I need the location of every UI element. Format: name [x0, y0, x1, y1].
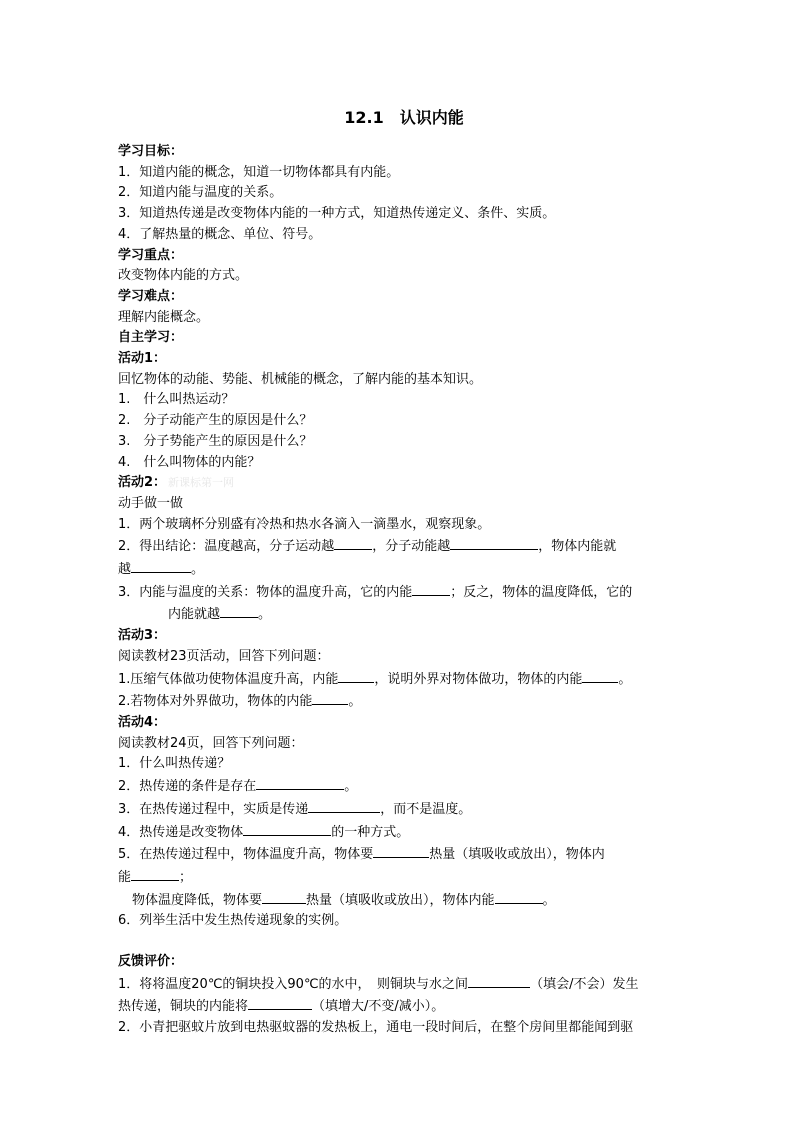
text-span: 。 [344, 779, 358, 795]
answer-blank[interactable] [256, 775, 344, 790]
activity1-heading: 活动1： [118, 351, 167, 367]
activity1-item: 3. 分子势能产生的原因是什么？ [118, 433, 313, 449]
activity3-item2 [118, 690, 678, 713]
activity1-intro: 回忆物体的动能、势能、机械能的概念，了解内能的基本知识。 [118, 371, 483, 387]
answer-blank[interactable] [373, 843, 429, 858]
text-span: ，分子动能越 [372, 539, 451, 555]
text-span: ，而不是温度。 [380, 801, 472, 817]
activity2-item2-cont [118, 558, 678, 581]
activity3-intro: 阅读教材23页活动，回答下列问题： [118, 648, 330, 664]
text-span: ，物体内能就 [538, 539, 617, 555]
spacer [118, 932, 678, 952]
goal-item: 4．了解热量的概念、单位、符号。 [118, 226, 322, 242]
worksheet-page [118, 106, 678, 1039]
activity1-item: 1. 什么叫热运动？ [118, 392, 235, 408]
answer-blank[interactable] [334, 535, 372, 550]
answer-blank[interactable] [131, 558, 191, 573]
activity4-item4 [118, 821, 678, 844]
activity2-item1: 1．两个玻璃杯分别盛有冷热和热水各滴入一滴墨水，观察现象。 [118, 516, 491, 532]
answer-blank[interactable] [338, 668, 374, 683]
activity2-item2 [118, 535, 678, 558]
text-span: 热传递，铜块的内能将 [118, 999, 249, 1015]
text-span: （填增大/不变/减小）。 [312, 999, 445, 1015]
answer-blank[interactable] [495, 889, 543, 904]
activity4-item5-cont [118, 866, 678, 889]
text-span: ； [179, 869, 193, 885]
answer-blank[interactable] [450, 535, 538, 550]
text-span: 5．在热传递过程中，物体温度升高，物体要 [118, 847, 374, 863]
text-span: （填会/不会）发生 [530, 976, 639, 992]
goal-item: 1．知道内能的概念，知道一切物体都具有内能。 [118, 164, 400, 180]
activity2-item3-cont [118, 603, 678, 626]
text-span: 2．得出结论：温度越高，分子运动越 [118, 539, 335, 555]
activity4-item1: 1．什么叫热传递？ [118, 756, 231, 772]
feedback-q2: 2．小青把驱蚊片放到电热驱蚊器的发热板上，通电一段时间后，在整个房间里都能闻到驱 [118, 1020, 634, 1036]
answer-blank[interactable] [582, 668, 618, 683]
goal-item: 3．知道热传递是改变物体内能的一种方式，知道热传递定义、条件、实质。 [118, 206, 556, 222]
activity4-item5-line3 [118, 889, 678, 912]
activity4-item5 [118, 843, 678, 866]
text-span: 的一种方式。 [331, 824, 410, 840]
answer-blank[interactable] [468, 973, 530, 988]
feedback-q1-cont [118, 995, 678, 1018]
activity2-item3 [118, 581, 678, 604]
text-span: 4．热传递是改变物体 [118, 824, 244, 840]
key-text: 改变物体内能的方式。 [118, 268, 249, 284]
text-span: ，说明外界对物体做功，物体的内能 [374, 671, 583, 687]
text-span: 1．将将温度20℃的铜块投入90℃的水中， 则铜块与水之间 [118, 976, 469, 992]
goal-item: 2．知道内能与温度的关系。 [118, 185, 283, 201]
text-span: 。 [191, 562, 205, 578]
watermark-text: 新课标第一网 [168, 476, 235, 490]
activity1-item: 4. 什么叫物体的内能？ [118, 454, 261, 470]
activity3-item1 [118, 668, 678, 691]
feedback-heading: 反馈评价： [118, 954, 184, 970]
answer-blank[interactable] [220, 603, 258, 618]
text-span: 热量（填吸收或放出），物体内 [429, 847, 605, 863]
text-span: 3．在热传递过程中，实质是传递 [118, 801, 309, 817]
answer-blank[interactable] [312, 690, 348, 705]
text-span: 物体温度降低，物体要 [132, 892, 263, 908]
text-span: 越 [118, 562, 132, 578]
activity4-item2 [118, 775, 678, 798]
text-span: 。 [258, 607, 272, 623]
activity2-heading-row [118, 473, 678, 494]
text-span: 2．热传递的条件是存在 [118, 779, 257, 795]
text-span: 。 [348, 694, 362, 710]
text-span: 2.若物体对外界做功，物体的内能 [118, 694, 313, 710]
activity3-heading: 活动3： [118, 628, 167, 644]
activity2-sub: 动手做一做 [118, 495, 184, 511]
text-span: 3．内能与温度的关系：物体的温度升高，它的内能 [118, 584, 413, 600]
answer-blank[interactable] [243, 821, 331, 836]
activity1-item: 2. 分子动能产生的原因是什么？ [118, 413, 313, 429]
text-span: 热量（填吸收或放出），物体内能 [306, 892, 495, 908]
activity2-heading: 活动2： [118, 475, 167, 491]
answer-blank[interactable] [131, 866, 179, 881]
text-span: 。 [542, 892, 556, 908]
feedback-q1 [118, 973, 678, 996]
text-span: 。 [618, 671, 632, 687]
activity4-heading: 活动4： [118, 714, 167, 730]
page-title: 12.1 认识内能 [344, 108, 464, 127]
answer-blank[interactable] [262, 889, 306, 904]
difficulty-heading: 学习难点： [118, 288, 184, 304]
activity4-intro: 阅读教材24页，回答下列问题： [118, 735, 304, 751]
answer-blank[interactable] [248, 995, 312, 1010]
activity4-item6: 6．列举生活中发生热传递现象的实例。 [118, 913, 348, 929]
text-span: 内能就越 [168, 607, 221, 623]
text-span: 1.压缩气体做功使物体温度升高，内能 [118, 671, 339, 687]
text-span: 能 [118, 869, 132, 885]
key-heading: 学习重点： [118, 247, 184, 263]
answer-blank[interactable] [412, 581, 450, 596]
activity4-item3 [118, 798, 678, 821]
text-span: ；反之，物体的温度降低，它的 [450, 584, 633, 600]
self-study-heading: 自主学习： [118, 330, 184, 346]
answer-blank[interactable] [308, 798, 380, 813]
goals-heading: 学习目标： [118, 144, 184, 159]
difficulty-text: 理解内能概念。 [118, 309, 210, 325]
